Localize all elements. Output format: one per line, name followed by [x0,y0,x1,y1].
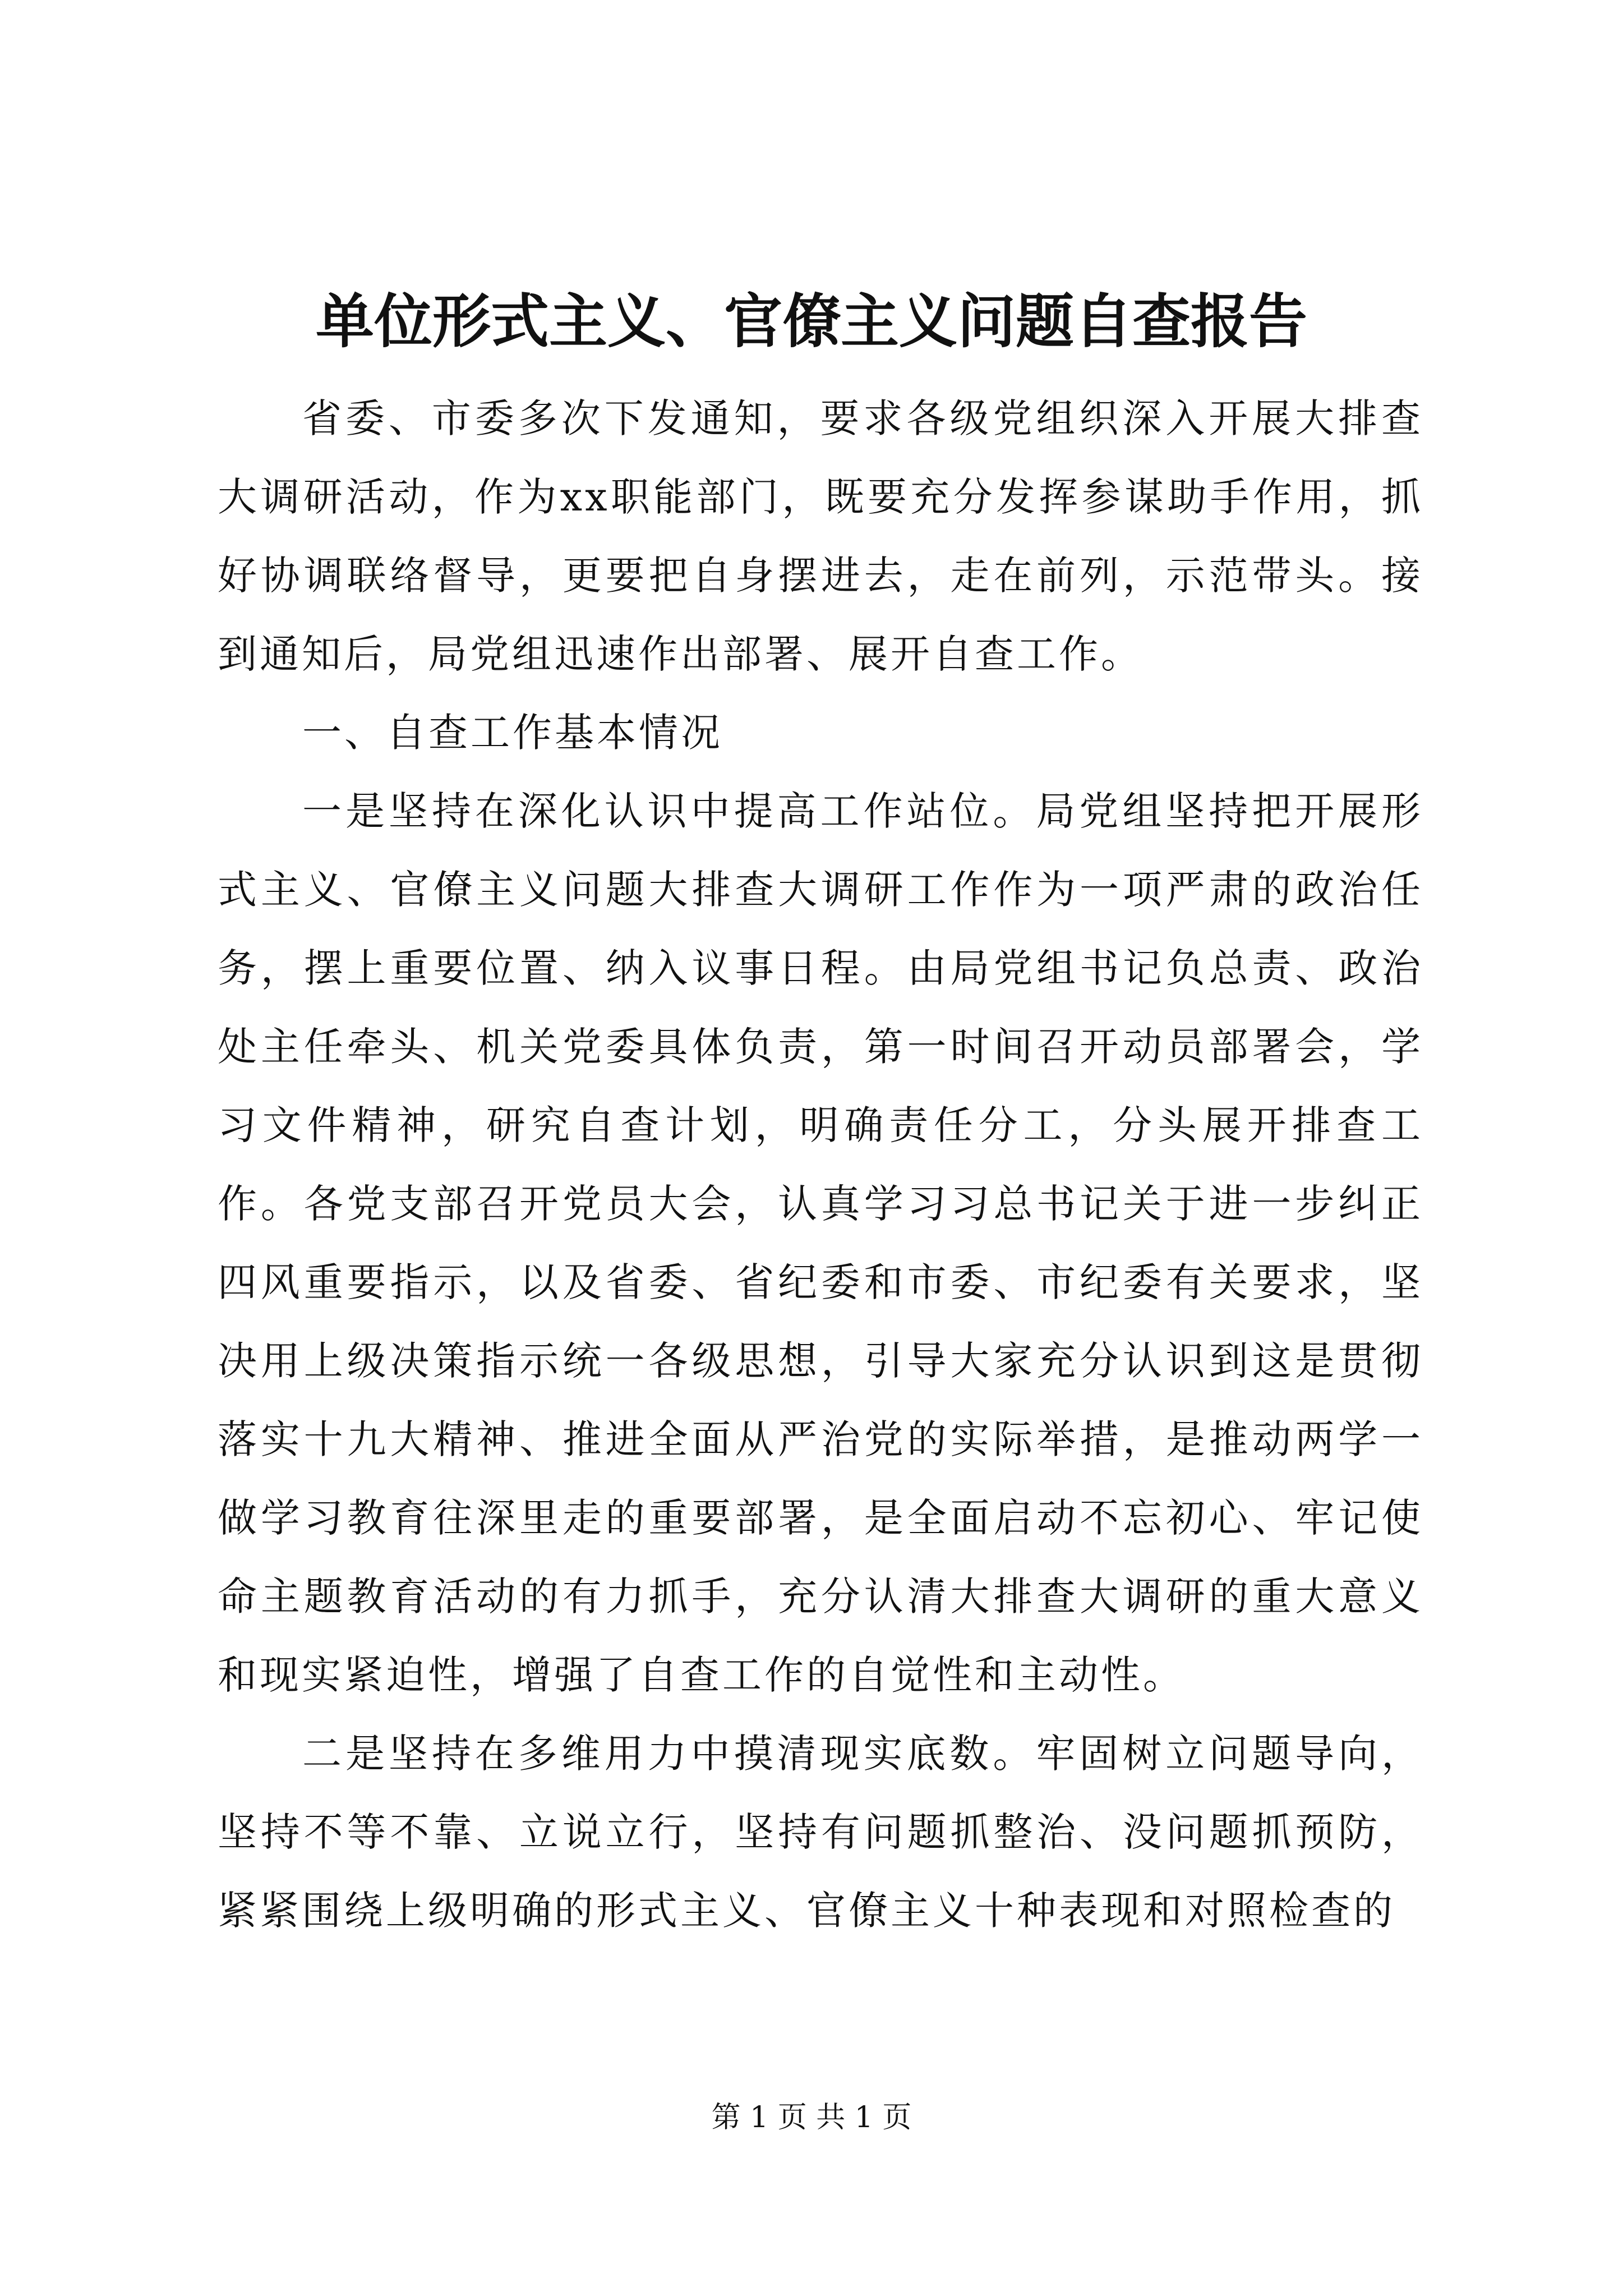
document-title: 单位形式主义、官僚主义问题自查报告 [315,287,1307,356]
intro-paragraph: 省委、市委多次下发通知，要求各级党组织深入开展大排查大调研活动，作为xx职能部门，既要充分发挥参谋助手作用，抓好协调联络督导，更要把自身摆进去，走在前列，示范带头。接到通知后，局党组迅速作出部署、展开自查工作。 [218,395,1423,677]
document-body [218,379,1423,1950]
body-paragraph: 二是坚持在多维用力中摸清现实底数。牢固树立问题导向，坚持不等不靠、立说立行，坚持有问题抓整治、没问题抓预防，紧紧围绕上级明确的形式主义、官僚主义十种表现和对照检查的 [218,1731,1423,1934]
page-number: 第 1 页 共 1 页 [711,2101,912,2134]
section-heading: 一、自查工作基本情况 [302,710,723,756]
body-paragraph: 一是坚持在深化认识中提高工作站位。局党组坚持把开展形式主义、官僚主义问题大排查大调研工作作为一项严肃的政治任务，摆上重要位置、纳入议事日程。由局党组书记负总责、政治处主任牵头、机关党委具体负责，第一时间召开动员部署会，学习文件精神，研究自查计划，明确责任分工，分头展开排查工作。各党支部召开党员大会，认真学习习总书记关于进一步纠正四风重要指示，以及省委、省纪委和市委、市纪委有关要求，坚决用上级决策指示统一各级思想，引导大家充分认识到这是贯彻落实十九大精神、推进全面从严治党的实际举措，是推动两学一做学习教育往深里走的重要部署，是全面启动不忘初心、牢记使命主题教育活动的有力抓手，充分认清大排查大调研的重大意义和现实紧迫性，增强了自查工作的自觉性和主动性。 [218,788,1423,1698]
